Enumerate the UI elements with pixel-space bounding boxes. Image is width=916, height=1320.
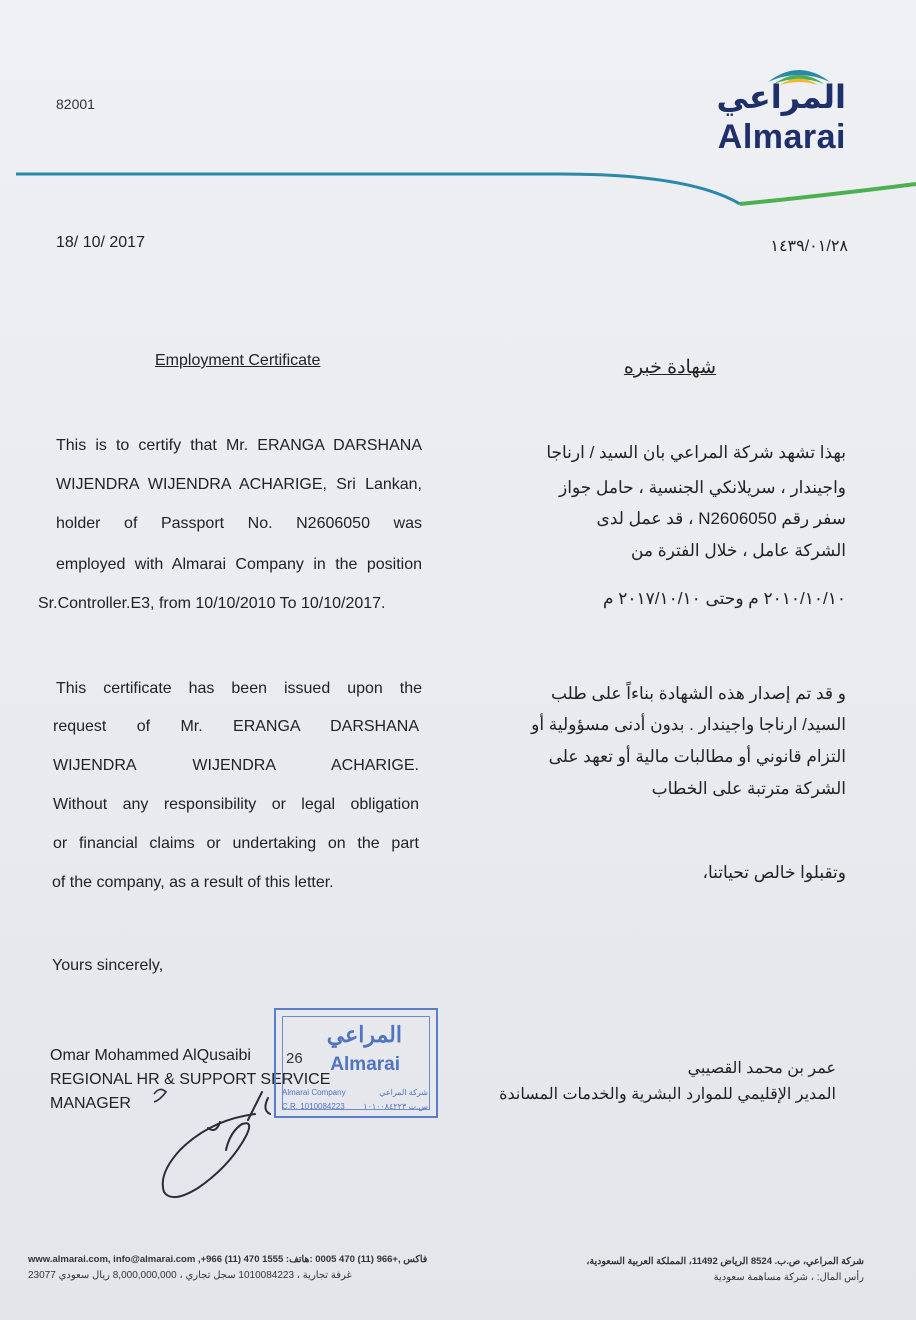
signatory-title-en-1: REGIONAL HR & SUPPORT SERVICE <box>50 1071 331 1088</box>
date-hijri: ١٤٣٩/٠١/٢٨ <box>770 238 848 255</box>
footer-address-ar: شركة المراعي، ص.ب. 8524 الرياض 11492، المملكة العربية السعودية، <box>586 1256 864 1267</box>
arabic-p1-line: الشركة عامل ، خلال الفترة من <box>630 541 846 560</box>
stamp-company-ar: شركة المراعي <box>379 1088 428 1097</box>
english-p1-line: Sr.Controller.E3, from 10/10/2010 To 10/10/2017. <box>38 595 386 612</box>
arabic-p2-line: التزام قانوني أو مطالبات مالية أو تعهد على <box>548 747 846 766</box>
stamp-arabic-text: المراعي <box>326 1022 402 1047</box>
arabic-signatory <box>499 1056 836 1108</box>
header-rule <box>0 160 916 210</box>
english-p2-line: This certificate has been issued upon the <box>56 680 422 697</box>
arabic-p1-line: ٢٠١٠/١٠/١٠ م وحتى ٢٠١٧/١٠/١٠ م <box>603 589 846 608</box>
logo-english-text: Almarai <box>717 118 846 156</box>
signatory-name-en: Omar Mohammed AlQusaibi <box>50 1047 251 1064</box>
english-p1-line: holder of Passport No. N2606050 was <box>56 515 422 532</box>
stamp-english-text: Almarai <box>330 1054 400 1075</box>
english-p1-line: employed with Almarai Company in the position <box>56 556 422 573</box>
english-p1-line: This is to certify that Mr. ERANGA DARSHANA <box>56 437 422 454</box>
english-p2-line: WIJENDRA WIJENDRA ACHARIGE. <box>53 757 419 774</box>
date-gregorian: 18/ 10/ 2017 <box>56 234 145 251</box>
english-closing: Yours sincerely, <box>52 957 164 974</box>
title-arabic: شهادة خبره <box>623 357 716 378</box>
signatory-title-en-2: MANAGER <box>50 1095 131 1112</box>
arabic-p2-line: السيد/ ارناجا واجيندار . بدون أدنى مسؤولية أو <box>531 715 846 734</box>
footer-registration-right: رأس المال: ، شركة مساهمة سعودية <box>713 1272 864 1283</box>
english-p1-line: WIJENDRA WIJENDRA ACHARIGE, Sri Lankan, <box>56 476 422 493</box>
arabic-p1-line: سفر رقم N2606050 ، قد عمل لدى <box>596 509 846 528</box>
arabic-p2-line: الشركة مترتبة على الخطاب <box>651 779 846 798</box>
stamp-handwritten-number: 26 <box>286 1050 303 1067</box>
arabic-p1-line: واجيندار ، سريلانكي الجنسية ، حامل جواز <box>559 478 846 497</box>
reference-number: 82001 <box>56 96 95 112</box>
arabic-p2-line: و قد تم إصدار هذه الشهادة بناءاً على طلب <box>550 684 846 703</box>
stamp-cr-en: C.R. 1010084223 <box>282 1102 345 1111</box>
english-p2-line: request of Mr. ERANGA DARSHANA <box>53 718 419 735</box>
english-p2-line: of the company, as a result of this letter. <box>52 874 334 891</box>
arabic-closing: وتقبلوا خالص تحياتنا، <box>702 863 846 882</box>
footer-registration-left: 23077 غرفة تجارية ، 1010084223 سجل تجاري ، 8,000,000,000 ريال سعودي <box>28 1270 352 1281</box>
english-p2-line: or financial claims or undertaking on the part <box>53 835 419 852</box>
footer-contact-en: www.almarai.com, info@almarai.com ,+966 (11) 470 1555 :فاكس ,+966 (11) 470 0005 :هاتف <box>28 1254 428 1265</box>
title-english: Employment Certificate <box>155 352 321 369</box>
stamp-company-en: Almarai Company <box>282 1088 346 1097</box>
arabic-p1-line: بهذا تشهد شركة المراعي بان السيد / ارناجا <box>546 443 846 462</box>
handwritten-signature <box>150 1080 300 1210</box>
signatory-name-ar: عمر بن محمد القصيبي <box>687 1060 836 1077</box>
signatory-title-ar: المدير الإقليمي للموارد البشرية والخدمات المساندة <box>499 1086 836 1103</box>
almarai-logo <box>701 60 846 160</box>
english-p2-line: Without any responsibility or legal obligation <box>53 796 419 813</box>
stamp-cr-ar: س.ت ١٠١٠٠٨٤٢٢٣ <box>363 1102 428 1111</box>
logo-arabic-text: المراعي <box>716 78 846 116</box>
